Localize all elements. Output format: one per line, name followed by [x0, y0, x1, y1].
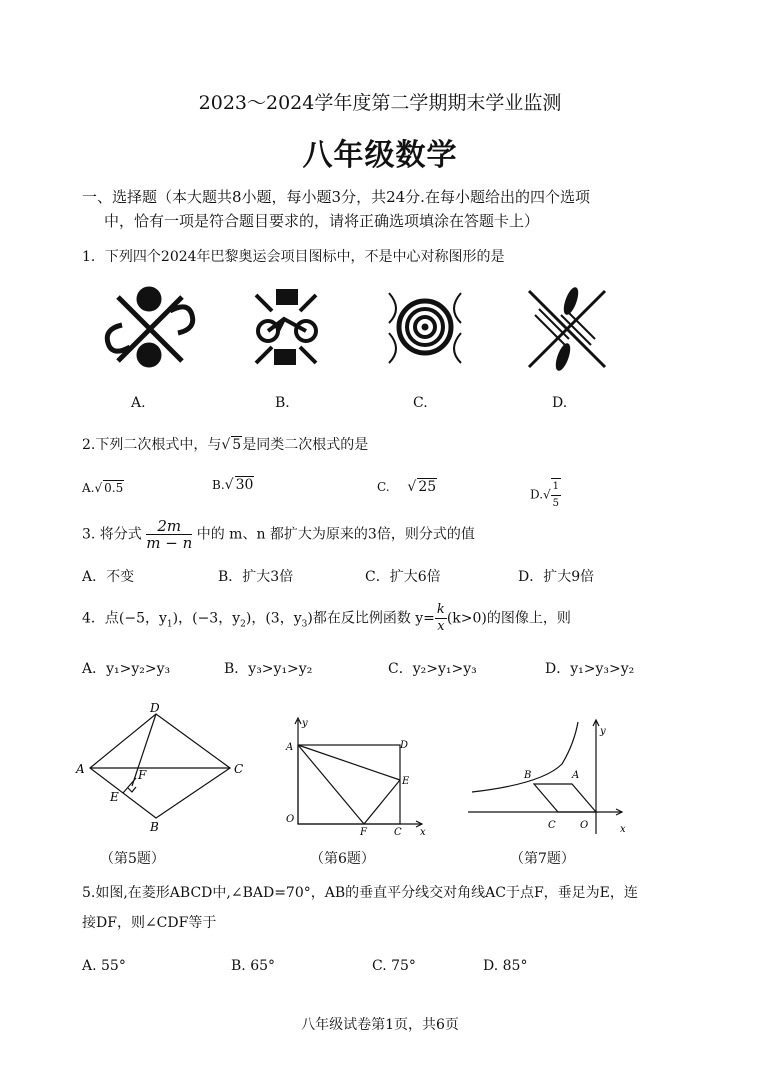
q4-post: (k>0)的图像上，则 — [446, 610, 571, 627]
q2-option-d-num: 1 — [551, 479, 561, 496]
q2-option-d-label: D. — [530, 487, 544, 502]
q1-olympic-icons — [100, 285, 660, 375]
icon-b-bmx — [256, 291, 316, 363]
q4-option-c: C．y₂>y₁>y₃ — [388, 661, 477, 677]
q2-option-b-value: 30 — [235, 477, 254, 493]
q5-option-c: C. 75° — [372, 958, 416, 974]
q3-option-d: D．扩大9倍 — [518, 569, 595, 585]
question-2-text: 2.下列二次根式中，与√ 5是同类二次根式的是 — [82, 437, 369, 453]
q2-pre: 2.下列二次根式中，与 — [82, 437, 222, 453]
fig7-label-o: O — [580, 820, 589, 831]
q2-option-a-value: 0.5 — [104, 481, 124, 495]
fig6-label-o: O — [286, 814, 295, 825]
q4-mid1: )，(−3，y — [172, 610, 241, 627]
figure-5-caption: （第5题） — [100, 851, 165, 867]
q3-option-c: C．扩大6倍 — [365, 569, 441, 585]
figure-6-rectangle — [282, 712, 432, 837]
fig7-label-y: y — [600, 726, 606, 737]
q3-frac-num: 2m — [146, 518, 192, 535]
q1-option-c-label: C. — [413, 395, 428, 411]
q5-option-d: D. 85° — [483, 958, 528, 974]
q2-option-a-label: A. — [82, 481, 95, 495]
icon-d-rowing — [529, 286, 605, 372]
fig5-label-b: B — [150, 820, 159, 834]
fig5-label-e: E — [110, 790, 119, 804]
exam-title-line1: 2023～2024学年度第二学期期末学业监测 — [198, 92, 562, 114]
q4-option-d: D．y₁>y₃>y₂ — [545, 661, 635, 677]
fig7-label-a: A — [572, 770, 580, 781]
figure-7-caption: （第7题） — [510, 851, 575, 867]
q3-pre: 3. 将分式 — [82, 526, 142, 543]
q2-option-b-label: B. — [212, 478, 225, 492]
fig6-label-y: y — [302, 718, 308, 729]
fig5-label-a: A — [76, 762, 85, 776]
question-5-text-line1: 5.如图,在菱形ABCD中,∠BAD=70°，AB的垂直平分线交对角线AC于点F，垂足为E，连 — [82, 885, 638, 901]
q3-option-a: A．不变 — [82, 569, 135, 585]
fig6-label-c: C — [394, 827, 402, 837]
q1-option-b-label: B. — [275, 395, 290, 411]
section-heading: 一、选择题（本大题共8小题，每小题3分，共24分.在每小题给出的四个选项 — [82, 188, 590, 206]
q2-option-c: C. √ 25 — [377, 479, 437, 495]
q4-frac-num: k — [436, 602, 445, 617]
q2-radicand: 5 — [232, 437, 242, 453]
q3-post: 中的 m、n 都扩大为原来的3倍，则分式的值 — [196, 526, 475, 543]
fig6-label-e: E — [402, 776, 410, 787]
fig6-label-a: A — [286, 742, 294, 753]
question-4-text: 4．点(−5，$y_1$)，(−3，$y_2$)，(3，$y_3$)都在反比例函数 y= $\frac{k}{x}$ (k>0)的图像上，则 — [82, 602, 571, 634]
q2-option-b: B.√ 30 — [212, 477, 254, 493]
q1-option-d-label: D. — [552, 395, 568, 411]
q2-option-a: A.√ 0.5 — [82, 481, 124, 495]
q4-frac-den: x — [437, 619, 445, 634]
q4-option-b: B．y₃>y₁>y₂ — [224, 661, 313, 677]
fig6-label-d: D — [400, 740, 409, 751]
page-footer: 八年级试卷第1页，共6页 — [301, 1017, 459, 1033]
section-heading-cont: 中，恰有一项是符合题目要求的，请将正确选项填涂在答题卡上） — [104, 212, 540, 230]
figure-7-hyperbola — [462, 714, 642, 839]
fig6-label-f: F — [360, 827, 367, 837]
figure-6-caption: （第6题） — [310, 851, 375, 867]
q5-option-b: B. 65° — [231, 958, 276, 974]
fig6-label-x: x — [420, 827, 426, 837]
q4-pre: 4．点(−5，y — [82, 610, 167, 627]
icon-c-archery — [389, 293, 461, 363]
q2-option-c-label: C. — [377, 480, 390, 494]
q3-frac-den: m − n — [146, 534, 193, 552]
q3-option-b: B．扩大3倍 — [218, 569, 294, 585]
q2-option-d: D.√ $\frac{1}{5}$ — [530, 478, 561, 512]
question-3-text — [82, 518, 475, 551]
q1-option-a-label: A. — [131, 395, 146, 411]
icon-a-basketball — [107, 289, 192, 365]
q5-option-a: A. 55° — [82, 958, 126, 974]
question-5-text-line2: 接DF，则∠CDF等于 — [82, 915, 217, 931]
q2-option-c-value: 25 — [418, 479, 437, 495]
fig5-label-c: C — [234, 762, 244, 776]
exam-title-subject: 八年级数学 — [302, 138, 458, 173]
fig5-label-d: D — [150, 701, 160, 715]
q4-option-a: A．y₁>y₂>y₃ — [82, 661, 171, 677]
fig7-label-x: x — [620, 824, 626, 835]
question-1-text: 1．下列四个2024年巴黎奥运会项目图标中，不是中心对称图形的是 — [82, 249, 505, 265]
q2-option-d-den: 5 — [552, 498, 560, 509]
fig7-label-b: B — [524, 770, 532, 781]
q4-mid2: )，(3，y — [245, 610, 302, 627]
fig5-label-f: F — [138, 768, 147, 782]
fig7-label-c: C — [548, 820, 556, 831]
q4-mid3: )都在反比例函数 y= — [307, 610, 435, 627]
figure-5-rhombus — [70, 700, 250, 835]
q2-post: 是同类二次根式的是 — [242, 437, 369, 453]
